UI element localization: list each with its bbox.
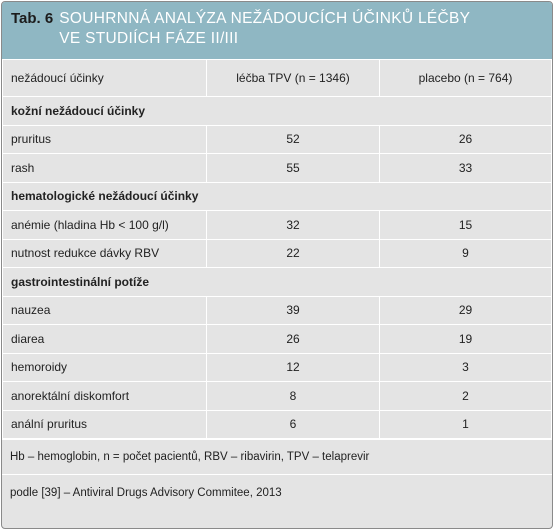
table-title-line1: SOUHRNNÁ ANALÝZA NEŽÁDOUCÍCH ÚČINKŮ LÉČBY xyxy=(59,10,471,27)
column-header: nežádoucí účinky xyxy=(3,60,207,97)
section-row xyxy=(3,97,552,126)
table-title-bar xyxy=(2,2,552,59)
placebo-value: 19 xyxy=(380,325,552,354)
table-title xyxy=(59,9,470,49)
tpv-value: 39 xyxy=(207,296,380,325)
row-label: nutnost redukce dávky RBV xyxy=(3,239,207,268)
section-row xyxy=(3,268,552,297)
table-row xyxy=(3,296,552,325)
placebo-value: 2 xyxy=(380,382,552,411)
table-footnote: Hb – hemoglobin, n = počet pacientů, RBV – ribavirin, TPV – telaprevir xyxy=(2,439,552,474)
tpv-value: 52 xyxy=(207,125,380,154)
tpv-value: 22 xyxy=(207,239,380,268)
table-source: podle [39] – Antiviral Drugs Advisory Commitee, 2013 xyxy=(2,474,552,511)
table-row xyxy=(3,353,552,382)
header-row xyxy=(3,60,552,97)
table-row xyxy=(3,325,552,354)
section-row xyxy=(3,182,552,211)
row-label: pruritus xyxy=(3,125,207,154)
placebo-value: 3 xyxy=(380,353,552,382)
table-title-line2: VE STUDIÍCH FÁZE II/III xyxy=(59,30,239,47)
section-title: hematologické nežádoucí účinky xyxy=(3,182,552,211)
placebo-value: 26 xyxy=(380,125,552,154)
placebo-value: 15 xyxy=(380,211,552,240)
row-label: rash xyxy=(3,154,207,183)
tpv-value: 26 xyxy=(207,325,380,354)
table-frame xyxy=(1,1,553,529)
table-row xyxy=(3,382,552,411)
table-row xyxy=(3,239,552,268)
column-header: léčba TPV (n = 1346) xyxy=(207,60,380,97)
table-row xyxy=(3,211,552,240)
placebo-value: 1 xyxy=(380,410,552,439)
section-title: gastrointestinální potíže xyxy=(3,268,552,297)
tpv-value: 32 xyxy=(207,211,380,240)
tpv-value: 6 xyxy=(207,410,380,439)
row-label: anální pruritus xyxy=(3,410,207,439)
row-label: diarea xyxy=(3,325,207,354)
placebo-value: 9 xyxy=(380,239,552,268)
adverse-effects-table xyxy=(2,59,552,439)
table-row xyxy=(3,410,552,439)
row-label: hemoroidy xyxy=(3,353,207,382)
row-label: anémie (hladina Hb < 100 g/l) xyxy=(3,211,207,240)
placebo-value: 29 xyxy=(380,296,552,325)
section-title: kožní nežádoucí účinky xyxy=(3,97,552,126)
placebo-value: 33 xyxy=(380,154,552,183)
table-row xyxy=(3,154,552,183)
row-label: nauzea xyxy=(3,296,207,325)
table-row xyxy=(3,125,552,154)
table-number: Tab. 6 xyxy=(11,10,54,27)
tpv-value: 12 xyxy=(207,353,380,382)
row-label: anorektální diskomfort xyxy=(3,382,207,411)
column-header: placebo (n = 764) xyxy=(380,60,552,97)
tpv-value: 55 xyxy=(207,154,380,183)
tpv-value: 8 xyxy=(207,382,380,411)
